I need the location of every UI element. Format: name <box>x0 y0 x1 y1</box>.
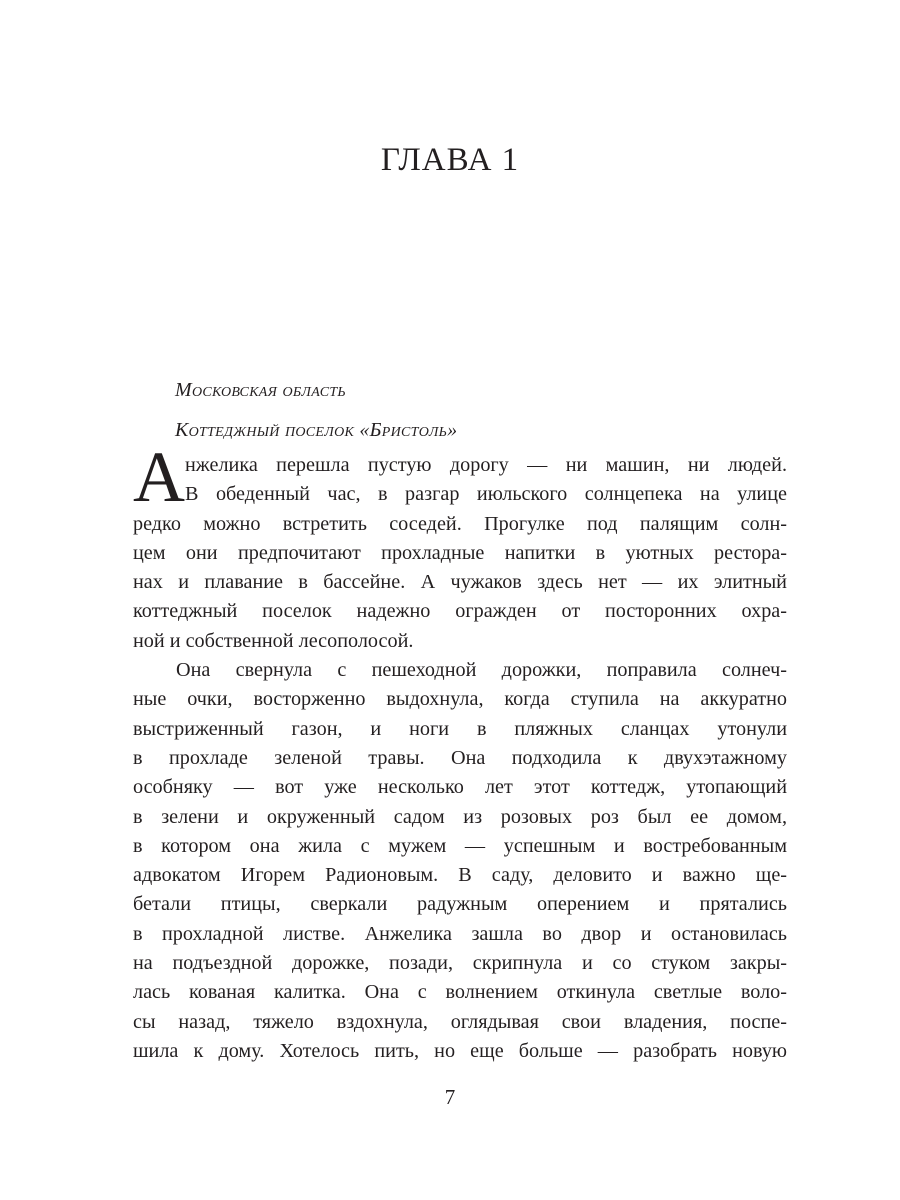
body-text <box>133 437 787 1066</box>
text-line: в зелени и окруженный садом из розовых роз был ее домом, <box>133 805 787 828</box>
text-line: на подъездной дорожке, позади, скрипнула и со стуком закры- <box>133 952 787 975</box>
text-line: выстриженный газон, и ноги в пляжных сланцах утонули <box>133 717 787 740</box>
text-line: нах и плавание в бассейне. А чужаков здесь нет — их элитный <box>133 571 787 594</box>
text-line: адвокатом Игорем Радионовым. В саду, деловито и важно ще- <box>133 864 787 887</box>
text-line: ной и собственной лесополосой. <box>133 629 414 652</box>
text-line: коттеджный поселок надежно огражден от посторонних охра- <box>133 600 787 623</box>
page-number: 7 <box>444 1085 456 1109</box>
text-line: лась кованая калитка. Она с волнением откинула светлые воло- <box>133 981 787 1004</box>
text-line: В обеденный час, в разгар июльского солнцепека на улице <box>185 483 787 506</box>
text-line: нжелика перешла пустую дорогу — ни машин, ни людей. <box>185 454 787 476</box>
text-line: ные очки, восторженно выдохнула, когда ступила на аккуратно <box>133 688 787 711</box>
text-line: в прохладе зеленой травы. Она подходила к двухэтажному <box>133 746 787 769</box>
text-line: редко можно встретить соседей. Прогулке под палящим солн- <box>133 512 787 535</box>
chapter-title: ГЛАВА 1 <box>380 142 520 178</box>
text-line: шила к дому. Хотелось пить, но еще больше — разобрать новую <box>133 1039 787 1062</box>
text-line: сы назад, тяжело вздохнула, оглядывая свои владения, поспе- <box>133 1010 787 1033</box>
place-line-region: Московская область <box>175 379 346 401</box>
text-line: бетали птицы, сверкали радужным оперением и прятались <box>133 893 787 916</box>
text-line: в котором она жила с мужем — успешным и востребованным <box>133 834 787 857</box>
drop-cap: А <box>133 437 185 517</box>
text-line: в прохладной листве. Анжелика зашла во двор и остановилась <box>133 922 787 945</box>
text-line: особняку — вот уже несколько лет этот коттедж, утопающий <box>133 776 787 799</box>
text-line: Она свернула с пешеходной дорожки, поправила солнеч- <box>176 659 787 682</box>
place-line-settlement: Коттеджный поселок «Бристоль» <box>175 419 458 441</box>
text-line: цем они предпочитают прохладные напитки в уютных ресторa- <box>133 541 787 564</box>
